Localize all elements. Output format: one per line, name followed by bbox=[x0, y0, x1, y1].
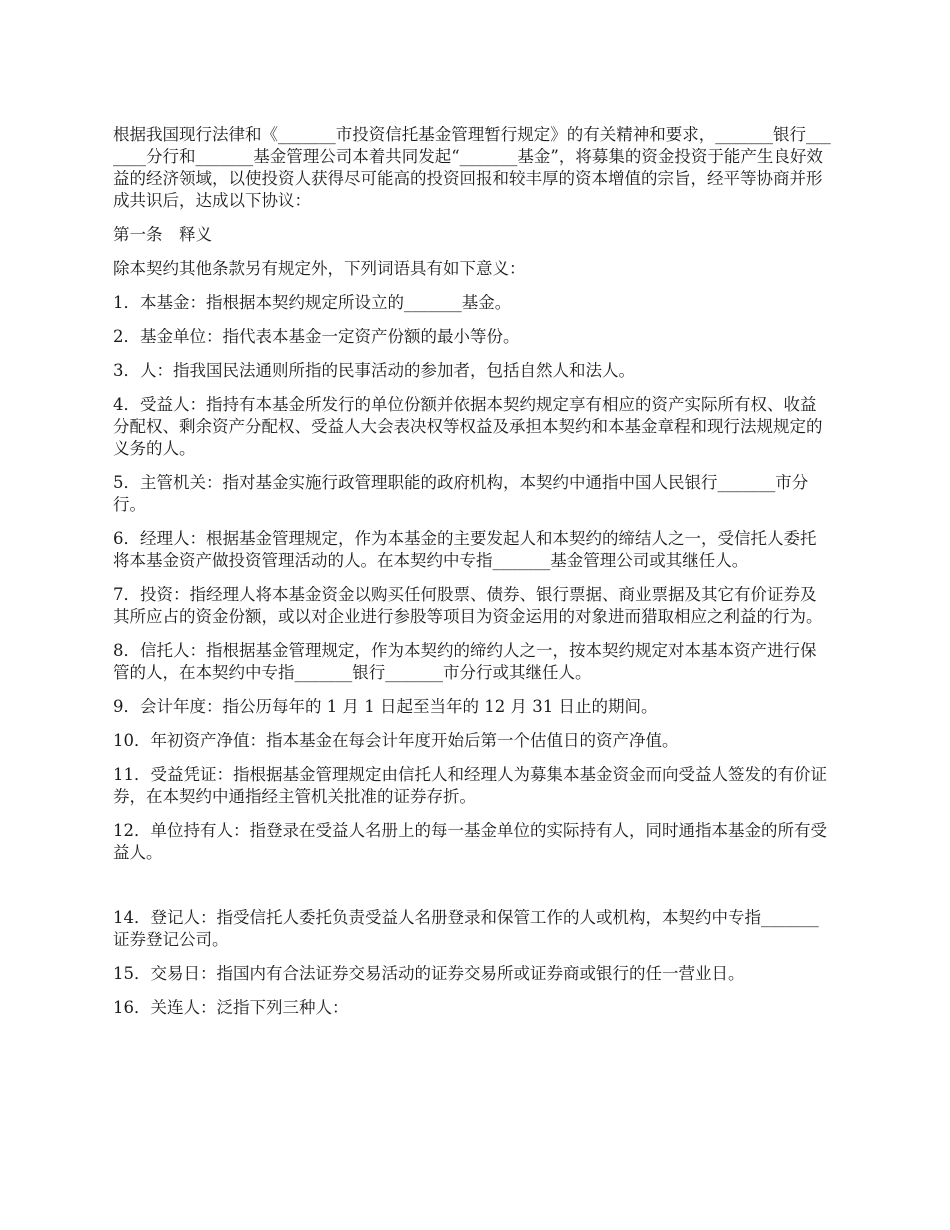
definition-item-11: 11．受益凭证：指根据基金管理规定由信托人和经理人为募集本基金资金而向受益人签发的有价证券，在本契约中通指经主管机关批准的证券存折。 bbox=[113, 765, 827, 806]
definition-item-8: 8．信托人：指根据基金管理规定，作为本契约的缔约人之一，按本契约规定对本基本资产进行保管的人，在本契约中专指_______银行_______市分行或其继任人。 bbox=[113, 641, 817, 682]
definition-item-5: 5．主管机关：指对基金实施行政管理职能的政府机构，本契约中通指中国人民银行_______市分行。 bbox=[113, 473, 809, 514]
definition-item-9: 9．会计年度：指公历每年的 1 月 1 日起至当年的 12 月 31 日止的期间。 bbox=[113, 697, 658, 716]
preamble-paragraph: 根据我国现行法律和《_______市投资信托基金管理暂行规定》的有关精神和要求，_______银行_______分行和_______基金管理公司本着共同发起“_______基金”，将募集的资金投资于能产生良好效益的经济领域，以使投资人获得尽可能高的投资回报和较丰厚的资本增值的宗旨，经平等协商并形成共识后，达成以下协议： bbox=[113, 125, 831, 210]
definition-item-10: 10．年初资产净值：指本基金在每会计年度开始后第一个估值日的资产净值。 bbox=[113, 731, 679, 750]
definition-item-3: 3．人：指我国民法通则所指的民事活动的参加者，包括自然人和法人。 bbox=[113, 361, 635, 380]
definition-item-4: 4．受益人：指持有本基金所发行的单位份额并依据本契约规定享有相应的资产实际所有权、收益分配权、剩余资产分配权、受益人大会表决权等权益及承担本契约和本基金章程和现行法规规定的义务的人。 bbox=[113, 395, 823, 458]
definition-item-1: 1．本基金：指根据本契约规定所设立的_______基金。 bbox=[113, 293, 512, 312]
document-page bbox=[113, 124, 831, 1031]
definition-item-12: 12．单位持有人：指登录在受益人名册上的每一基金单位的实际持有人，同时通指本基金的所有受益人。 bbox=[113, 821, 827, 862]
definition-item-14: 14．登记人：指受信托人委托负责受益人名册登录和保管工作的人或机构，本契约中专指_______证券登记公司。 bbox=[113, 908, 819, 949]
definitions-intro: 除本契约其他条款另有规定外，下列词语具有如下意义： bbox=[113, 259, 526, 278]
definition-item-16: 16．关连人：泛指下列三种人： bbox=[113, 998, 349, 1017]
definition-item-7: 7．投资：指经理人将本基金资金以购买任何股票、债券、银行票据、商业票据及其它有价证券及其所应占的资金份额，或以对企业进行参股等项目为资金运用的对象进而猎取相应之利益的行为。 bbox=[113, 585, 823, 626]
definition-item-2: 2．基金单位：指代表本基金一定资产份额的最小等份。 bbox=[113, 327, 520, 346]
definition-item-6: 6．经理人：根据基金管理规定，作为本基金的主要发起人和本契约的缔结人之一，受信托人委托将本基金资产做投资管理活动的人。在本契约中专指_______基金管理公司或其继任人。 bbox=[113, 529, 817, 570]
article-heading: 第一条 释义 bbox=[113, 225, 212, 244]
definition-item-15: 15．交易日：指国内有合法证券交易活动的证券交易所或证券商或银行的任一营业日。 bbox=[113, 964, 745, 983]
